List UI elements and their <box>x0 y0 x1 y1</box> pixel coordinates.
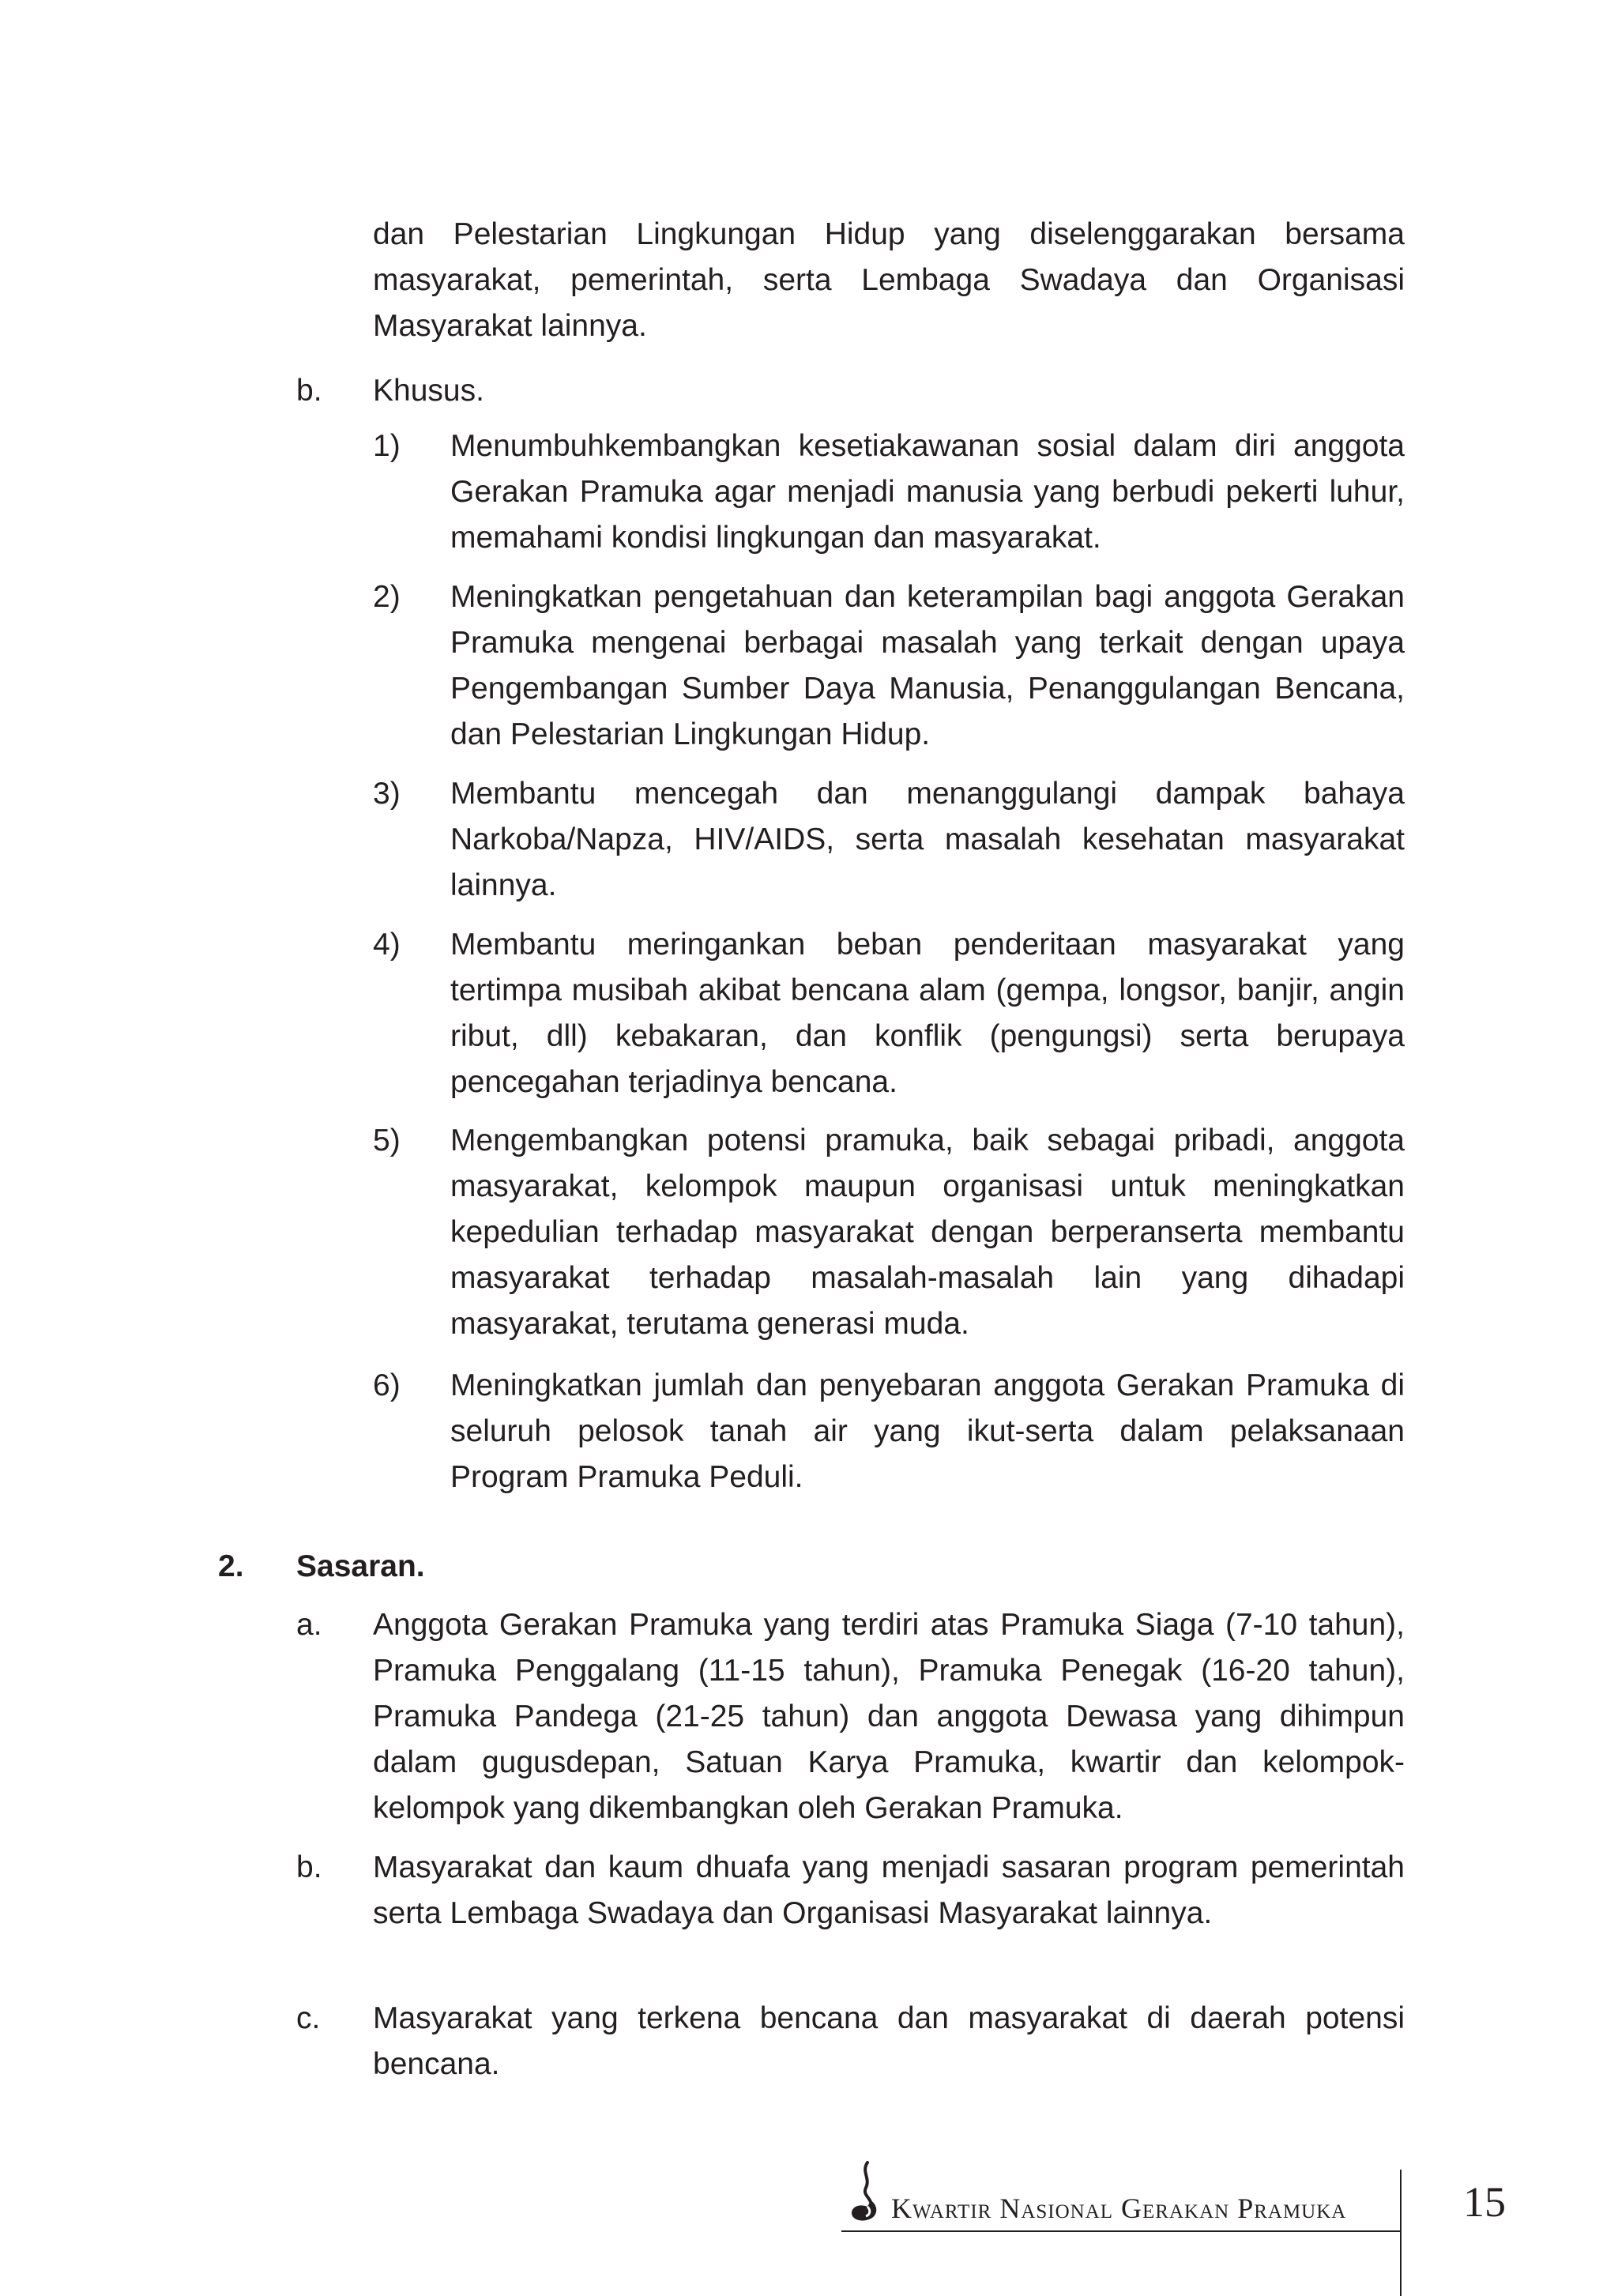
khusus-item-2-text: Meningkatkan pengetahuan dan keterampilan bagi anggota Gerakan Pramuka mengenai berbagai masalah yang terkait dengan upaya Pengembangan Sumber Daya Manusia, Penanggulangan Bencana, dan Pelestarian Lingkungan Hidup. <box>450 580 1405 751</box>
sasaran-item-a-label: a. <box>296 1608 322 1642</box>
tunas-kelapa-logo-icon <box>847 2161 883 2227</box>
sasaran-item-b-label: b. <box>296 1850 322 1884</box>
khusus-item-5-text: Mengembangkan potensi pramuka, baik sebagai pribadi, anggota masyarakat, kelompok maupun organisasi untuk meningkatkan kepedulian terhadap masyarakat dengan berperanserta membantu masyarakat terhadap masalah-masalah lain yang dihadapi masyarakat, terutama generasi muda. <box>450 1124 1405 1341</box>
section-2-number: 2. <box>218 1549 244 1583</box>
sasaran-item-a-text: Anggota Gerakan Pramuka yang terdiri atas Pramuka Siaga (7-10 tahun), Pramuka Penggalang (11-15 tahun), Pramuka Penegak (16-20 tahun), Pramuka Pandega (21-25 tahun) dan anggota Dewasa yang dihimpun dalam gugusdepan, Satuan Karya Pramuka, kwartir dan kelompok-kelompok yang dikembangkan oleh Gerakan Pramuka. <box>373 1608 1405 1825</box>
khusus-item-3-number: 3) <box>373 777 401 811</box>
continuation-paragraph: dan Pelestarian Lingkungan Hidup yang diselenggarakan bersama masyarakat, pemerintah, serta Lembaga Swadaya dan Organisasi Masyarakat lainnya. <box>373 217 1405 343</box>
khusus-item-4-text: Membantu meringankan beban penderitaan masyarakat yang tertimpa musibah akibat bencana alam (gempa, longsor, banjir, angin ribut, dll) kebakaran, dan konflik (pengungsi) serta berupaya pencegahan terjadinya bencana. <box>450 928 1405 1099</box>
sasaran-item-b-text: Masyarakat dan kaum dhuafa yang menjadi sasaran program pemerintah serta Lembaga Swadaya dan Organisasi Masyarakat lainnya. <box>373 1850 1405 1930</box>
sasaran-item-c-label: c. <box>296 2001 321 2035</box>
khusus-item-5-number: 5) <box>373 1124 401 1157</box>
page-number: 15 <box>1463 2178 1506 2226</box>
khusus-item-1-text: Menumbuhkembangkan kesetiakawanan sosial dalam diri anggota Gerakan Pramuka agar menjadi manusia yang berbudi pekerti luhur, memahami kondisi lingkungan dan masyarakat. <box>450 429 1405 555</box>
section-2-title: Sasaran. <box>296 1549 425 1583</box>
khusus-item-2-number: 2) <box>373 580 401 614</box>
footer-vertical-divider <box>1400 2170 1402 2296</box>
khusus-item-3-text: Membantu mencegah dan menanggulangi dampak bahaya Narkoba/Napza, HIV/AIDS, serta masalah kesehatan masyarakat lainnya. <box>450 777 1405 902</box>
item-b-title: Khusus. <box>373 374 484 408</box>
sasaran-item-c-text: Masyarakat yang terkena bencana dan masyarakat di daerah potensi bencana. <box>373 2001 1405 2081</box>
khusus-item-6-text: Meningkatkan jumlah dan penyebaran anggota Gerakan Pramuka di seluruh pelosok tanah air yang ikut-serta dalam pelaksanaan Program Pramuka Peduli. <box>450 1368 1405 1494</box>
khusus-item-1-number: 1) <box>373 429 401 463</box>
khusus-item-6-number: 6) <box>373 1368 401 1402</box>
footer-organization: Kwartir Nasional Gerakan Pramuka <box>891 2192 1347 2224</box>
footer-divider <box>841 2230 1401 2232</box>
item-b-label: b. <box>296 374 322 408</box>
khusus-item-4-number: 4) <box>373 928 401 962</box>
